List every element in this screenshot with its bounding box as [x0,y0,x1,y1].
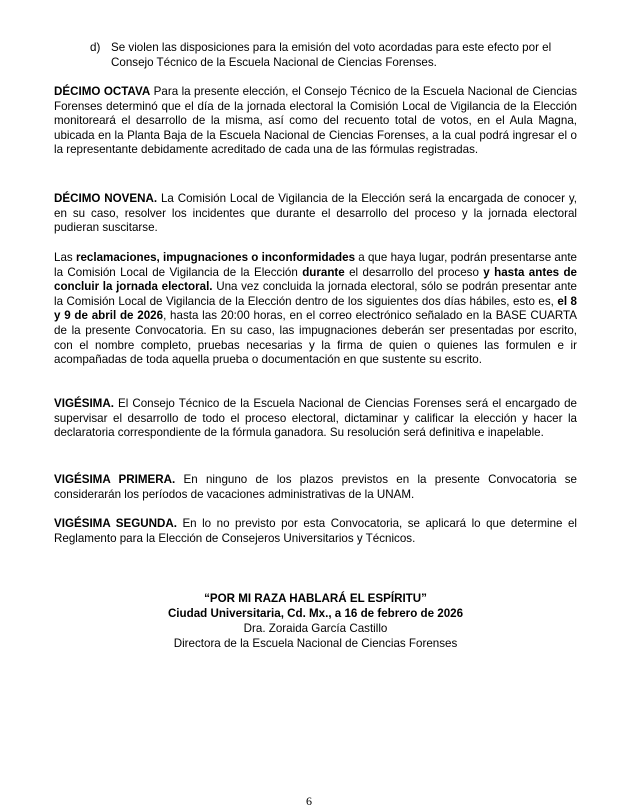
text-run: , hasta las 20:00 horas, en el correo electrónico señalado en la BASE CUARTA de la presente Convocatoria. En su caso, las impugnaciones deberán ser presentadas por escrito, con el nombre completo, pruebas necesarias y la firma de quien o quienes las formulen e ir acompañadas de toda aquella prueba o documentación en que sustente su escrito. [54,309,577,367]
text-run: Una vez concluida la jornada electoral, sólo se podrán presentar ante la Comisión Local de Vigilancia de la Elección dentro de los siguientes dos días hábiles, esto es, [54,280,577,308]
place-date: Ciudad Universitaria, Cd. Mx., a 16 de febrero de 2026 [167,607,464,620]
clause-vigesima-primera [54,473,577,502]
text-run: el desarrollo del proceso [344,265,484,279]
text-run: Las [54,251,76,264]
page-number: 6 [306,794,312,808]
bold-run: durante [302,265,345,279]
motto: “POR MI RAZA HABLARÁ EL ESPÍRITU” [204,592,427,605]
clause-text: Para la presente elección, el Consejo Técnico de la Escuela Nacional de Ciencias Forenses determinó que el día de la jornada electoral la Comisión Local de Vigilancia de la Elección monitoreará el desarrollo de la misma, así como del recuento total de votos, en el Aula Magna, ubicada en la Planta Baja de la Escuela Nacional de Ciencias Forenses, a la cual podrá ingresar el o la representante debidamente acreditado de cada una de las fórmulas registradas. [54,85,577,157]
text-run: a que haya lugar, podrán presentarse ante la Comisión Local de Vigilancia de la Elección [54,251,577,279]
list-item-d [90,41,580,70]
list-item-text: Se violen las disposiciones para la emisión del voto acordadas para este efecto por el Consejo Técnico de la Escuela Nacional de Ciencias Forenses. [111,41,552,69]
clause-text: En ninguno de los plazos previstos en la presente Convocatoria se considerarán los períodos de vacaciones administrativas de la UNAM. [54,473,577,501]
clause-decimo-octava [54,85,577,158]
clause-heading: VIGÉSIMA. [54,397,114,410]
list-item-marker: d) [90,41,101,54]
clause-decimo-novena [54,192,577,236]
clause-heading: VIGÉSIMA PRIMERA. [54,473,176,486]
signature-block [54,591,577,651]
clause-text: El Consejo Técnico de la Escuela Nacional de Ciencias Forenses será el encargado de supervisar el desarrollo de todo el proceso electoral, dictaminar y calificar la elección y hacer la declaratoria correspondiente de la fórmula ganadora. Su resolución será definitiva e inapelable. [54,397,577,440]
paragraph-reclamaciones [54,251,577,368]
clause-heading: DÉCIMO OCTAVA [54,85,151,98]
clause-heading: DÉCIMO NOVENA. [54,192,158,205]
clause-heading: VIGÉSIMA SEGUNDA. [54,517,177,530]
clause-text: En lo no previsto por esta Convocatoria, se aplicará lo que determine el Reglamento para la Elección de Consejeros Universitarios y Técnicos. [54,517,577,545]
clause-text: La Comisión Local de Vigilancia de la Elección será la encargada de conocer y, en su caso, resolver los incidentes que durante el desarrollo del proceso y la jornada electoral pudieran suscitarse. [54,192,577,235]
bold-run: el 8 y 9 de abril de 2026 [54,294,577,323]
clause-vigesima-segunda [54,517,577,546]
clause-vigesima [54,397,577,441]
bold-run: y hasta antes de concluir la jornada electoral. [54,265,577,294]
bold-run: reclamaciones, impugnaciones o inconformidades [75,251,356,264]
signer-title: Directora de la Escuela Nacional de Ciencias Forenses [173,637,458,650]
signer-name: Dra. Zoraida García Castillo [243,622,388,635]
